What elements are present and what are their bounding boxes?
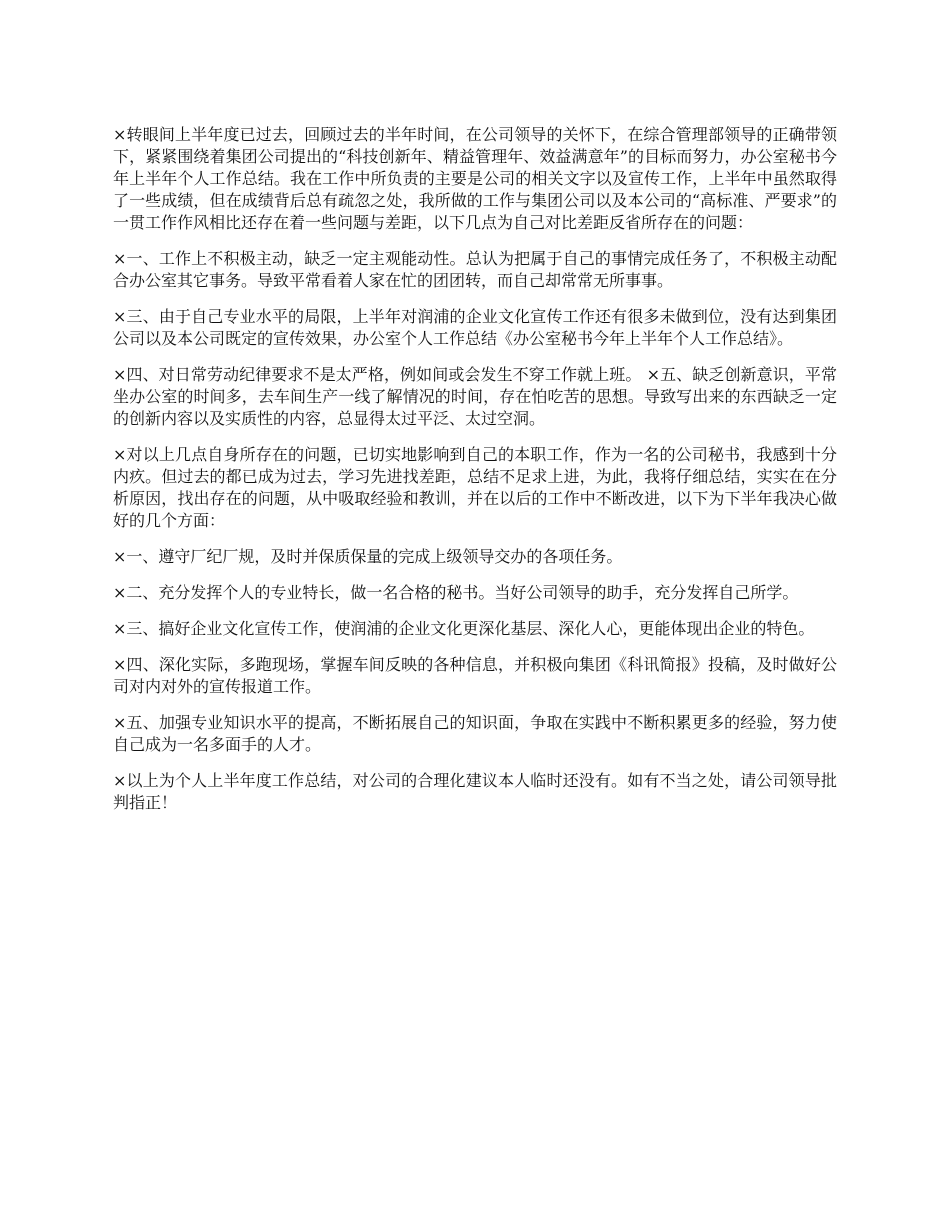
paragraph-plan-3: ×三、搞好企业文化宣传工作，使润浦的企业文化更深化基层、深化人心，更能体现出企业的特色。: [113, 619, 815, 638]
paragraph-reflection: ×对以上几点自身所存在的问题，已切实地影响到自己的本职工作，作为一名的公司秘书，我感到十分内疚。但过去的都已成为过去，学习先进找差距，总结不足求上进，为此，我将仔细总结，实实在在分析原因，找出存在的问题，从中吸取经验和教训，并在以后的工作中不断改进，以下为下半年我决心做好的几个方面：: [113, 445, 837, 530]
paragraph-plan-1: ×一、遵守厂纪厂规，及时并保质保量的完成上级领导交办的各项任务。: [113, 547, 623, 566]
paragraph-problem-1: ×一、工作上不积极主动，缺乏一定主观能动性。总认为把属于自己的事情完成任务了，不积极主动配合办公室其它事务。导致平常看着人家在忙的团团转，而自己却常常无所事事。: [113, 249, 837, 290]
paragraph-plan-5: ×五、加强专业知识水平的提高，不断拓展自己的知识面，争取在实践中不断积累更多的经验，努力使自己成为一名多面手的人才。: [113, 713, 837, 754]
paragraph-intro: ×转眼间上半年度已过去，回顾过去的半年时间，在公司领导的关怀下，在综合管理部领导的正确带领下，紧紧围绕着集团公司提出的“科技创新年、精益管理年、效益满意年”的目标而努力，办公室秘书今年上半年个人工作总结。我在工作中所负责的主要是公司的相关文字以及宣传工作，上半年中虽然取得了一些成绩，但在成绩背后总有疏忽之处，我所做的工作与集团公司以及本公司的“高标准、严要求”的一贯工作作风相比还存在着一些问题与差距，以下几点为自己对比差距反省所存在的问题：: [113, 125, 837, 232]
document-body: [113, 124, 837, 828]
paragraph-plan-2: ×二、充分发挥个人的专业特长，做一名合格的秘书。当好公司领导的助手，充分发挥自己所学。: [113, 583, 799, 602]
paragraph-conclusion: ×以上为个人上半年度工作总结，对公司的合理化建议本人临时还没有。如有不当之处，请公司领导批判指正！: [113, 771, 837, 812]
paragraph-plan-4: ×四、深化实际，多跑现场，掌握车间反映的各种信息，并积极向集团《科讯简报》投稿，及时做好公司对内对外的宣传报道工作。: [113, 655, 837, 696]
paragraph-problem-4-5: ×四、对日常劳动纪律要求不是太严格，例如间或会发生不穿工作就上班。 ×五、缺乏创新意识，平常坐办公室的时间多，去车间生产一线了解情况的时间，存在怕吃苦的思想。导致写出来的东西缺乏一定的创新内容以及实质性的内容，总显得太过平泛、太过空洞。: [113, 365, 837, 428]
paragraph-problem-3: ×三、由于自己专业水平的局限，上半年对润浦的企业文化宣传工作还有很多未做到位，没有达到集团公司以及本公司既定的宣传效果，办公室个人工作总结《办公室秘书今年上半年个人工作总结》。: [113, 307, 837, 348]
